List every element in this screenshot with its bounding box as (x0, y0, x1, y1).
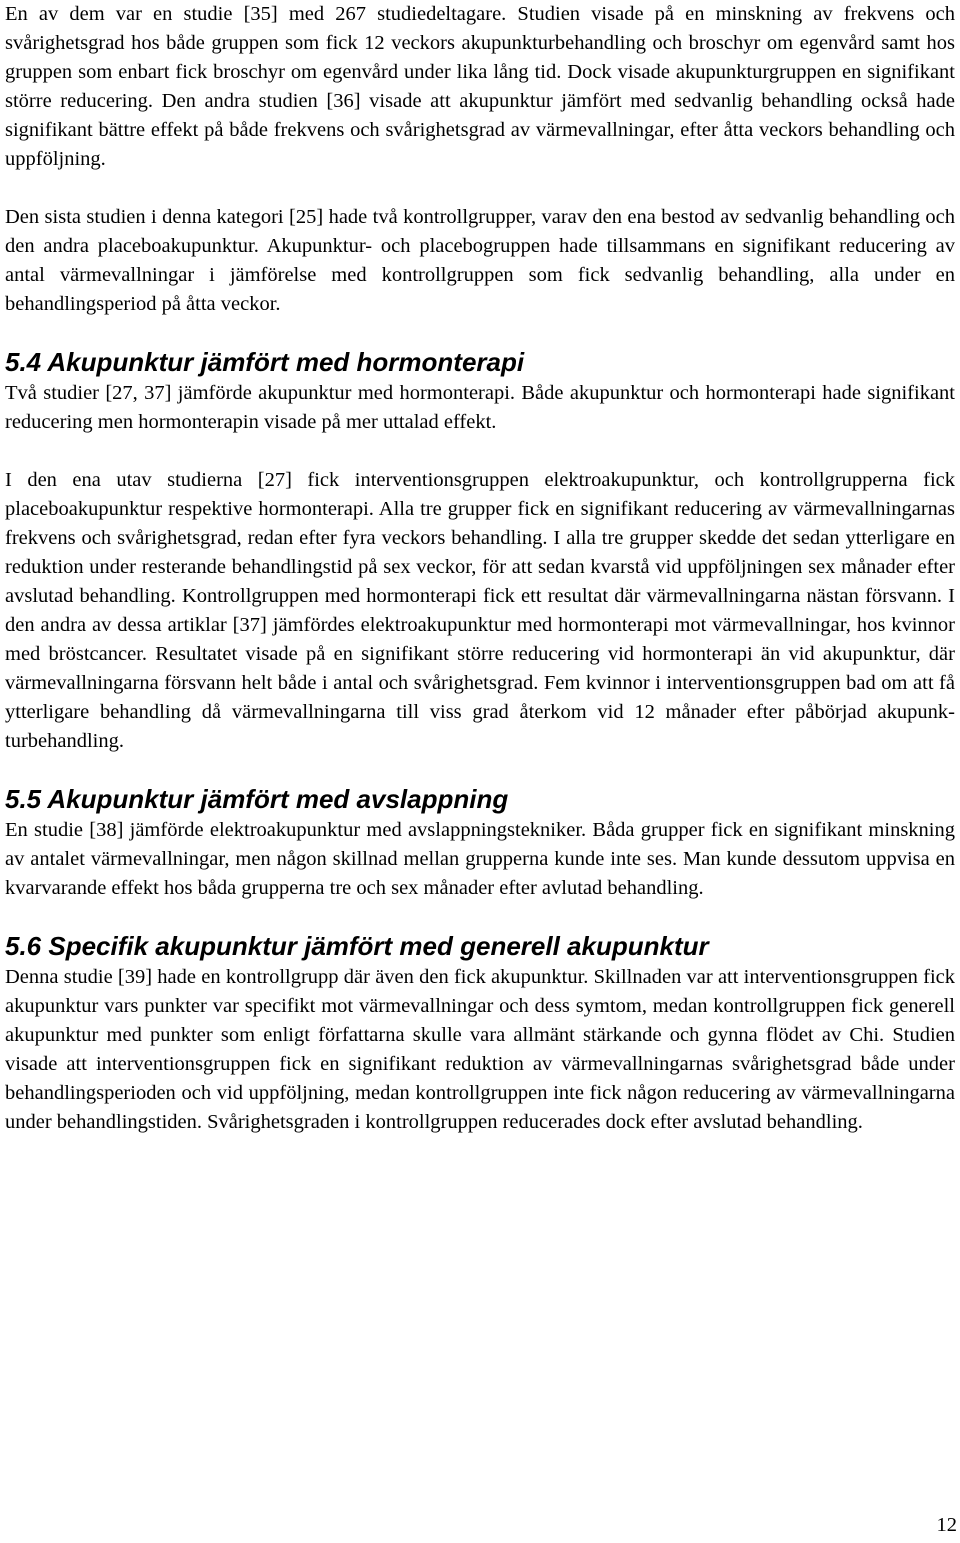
paragraph-5-4-intro: Två studier [27, 37] jämförde akupunktur med hormonterapi. Både akupunktur och hormonterapi hade signifikant reducering men hormonterapin visade på mer uttalad effekt. (5, 382, 955, 433)
paragraph-study-25: Den sista studien i denna kategori [25] hade två kontrollgrupper, varav den ena bestod av sedvanlig behandling och den andra placeboakupunktur. Akupunktur- och placebogruppen hade tillsammans en signifikant reducering av antal värmevallningar i jämförelse med kontrollgruppen som fick sedvanlig behandling, alla under en behandlingsperiod på åtta veckor. (5, 206, 955, 315)
paragraph-studies-35-36: En av dem var en studie [35] med 267 studiedeltagare. Studien visade på en minskning av frekvens och svårighetsgrad hos både gruppen som fick 12 veckors akupunkturbehandling och broschyr om egenvård samt hos gruppen som enbart fick broschyr om egenvård under lika lång tid. Dock visade akupunkturgruppen en signifikant större reducering. Den andra studien [36] visade att akupunktur jämfört med sedvanlig behandling också hade signifikant bättre effekt på både frekvens och svårighetsgrad av värmevallningar, efter åtta veckors behandling och uppföljning. (5, 3, 955, 170)
section-heading-5-6: 5.6 Specifik akupunktur jämfört med generell akupunktur (5, 931, 709, 961)
section-heading-5-4: 5.4 Akupunktur jämfört med hormonterapi (5, 347, 525, 377)
paragraph-5-6: Denna studie [39] hade en kontrollgrupp där även den fick akupunktur. Skillnaden var att interventionsgruppen fick akupunktur vars punkter var specifikt mot värmevallningar och dess symtom, medan kontrollgruppen fick generell akupunktur med punkter som enligt författarna skulle vara allmänt stärkande och gynna flödet av Chi. Studien visade att interventionsgruppen fick en signifikant reduktion av värmevallningarnas svårighetsgrad både under behandlingsperioden och vid uppföljning, medan kontrollgruppen inte fick någon reducering av värmevallningarna under behandlingstiden. Svårighetsgraden i kontrollgruppen reducerades dock efter avslutad behandling. (5, 966, 955, 1133)
paragraph-5-4-studies: I den ena utav studierna [27] fick interventionsgruppen elektroakupunktur, och kontrollgrupperna fick placeboakupunktur respektive hormonterapi. Alla tre grupper fick en signifikant reducering av värmevallningarnas frekvens och svårighetsgrad, redan efter fyra veckors behandling. I alla tre grupper skedde det sedan ytterligare en reduktion under resterande behandlingstid på sex veckor, för att sedan kvarstå vid uppföljningen sex månader efter avslutad behandling. Kontrollgruppen med hormonterapi fick ett resultat där värmevallningarna nästan försvann. I den andra av dessa artiklar [37] jämfördes elektroakupunktur med hormonterapi mot värmevallningar, hos kvinnor med bröstcancer. Resultatet visade på en signifikant större reducering vid hormonterapi än vid akupunktur, där värmevallningarna försvann helt både i antal och svårighetsgrad. Fem kvinnor i interventionsgruppen bad om att få ytterligare behandling då värmevallningarna till viss grad återkom vid 12 månader efter påbörjad akupunkturbehandling. (5, 469, 955, 752)
page-number: 12 (936, 1514, 957, 1536)
section-heading-5-5: 5.5 Akupunktur jämfört med avslappning (5, 784, 509, 814)
document-page (5, 0, 955, 1137)
paragraph-5-5: En studie [38] jämförde elektroakupunktur med avslappningstekniker. Båda grupper fick en signifikant minskning av antalet värmevallningar, men någon skillnad mellan grupperna kunde inte ses. Man kunde dessutom uppvisa en kvarvarande effekt hos båda grupperna tre och sex månader efter avlutad behandling. (5, 819, 955, 899)
